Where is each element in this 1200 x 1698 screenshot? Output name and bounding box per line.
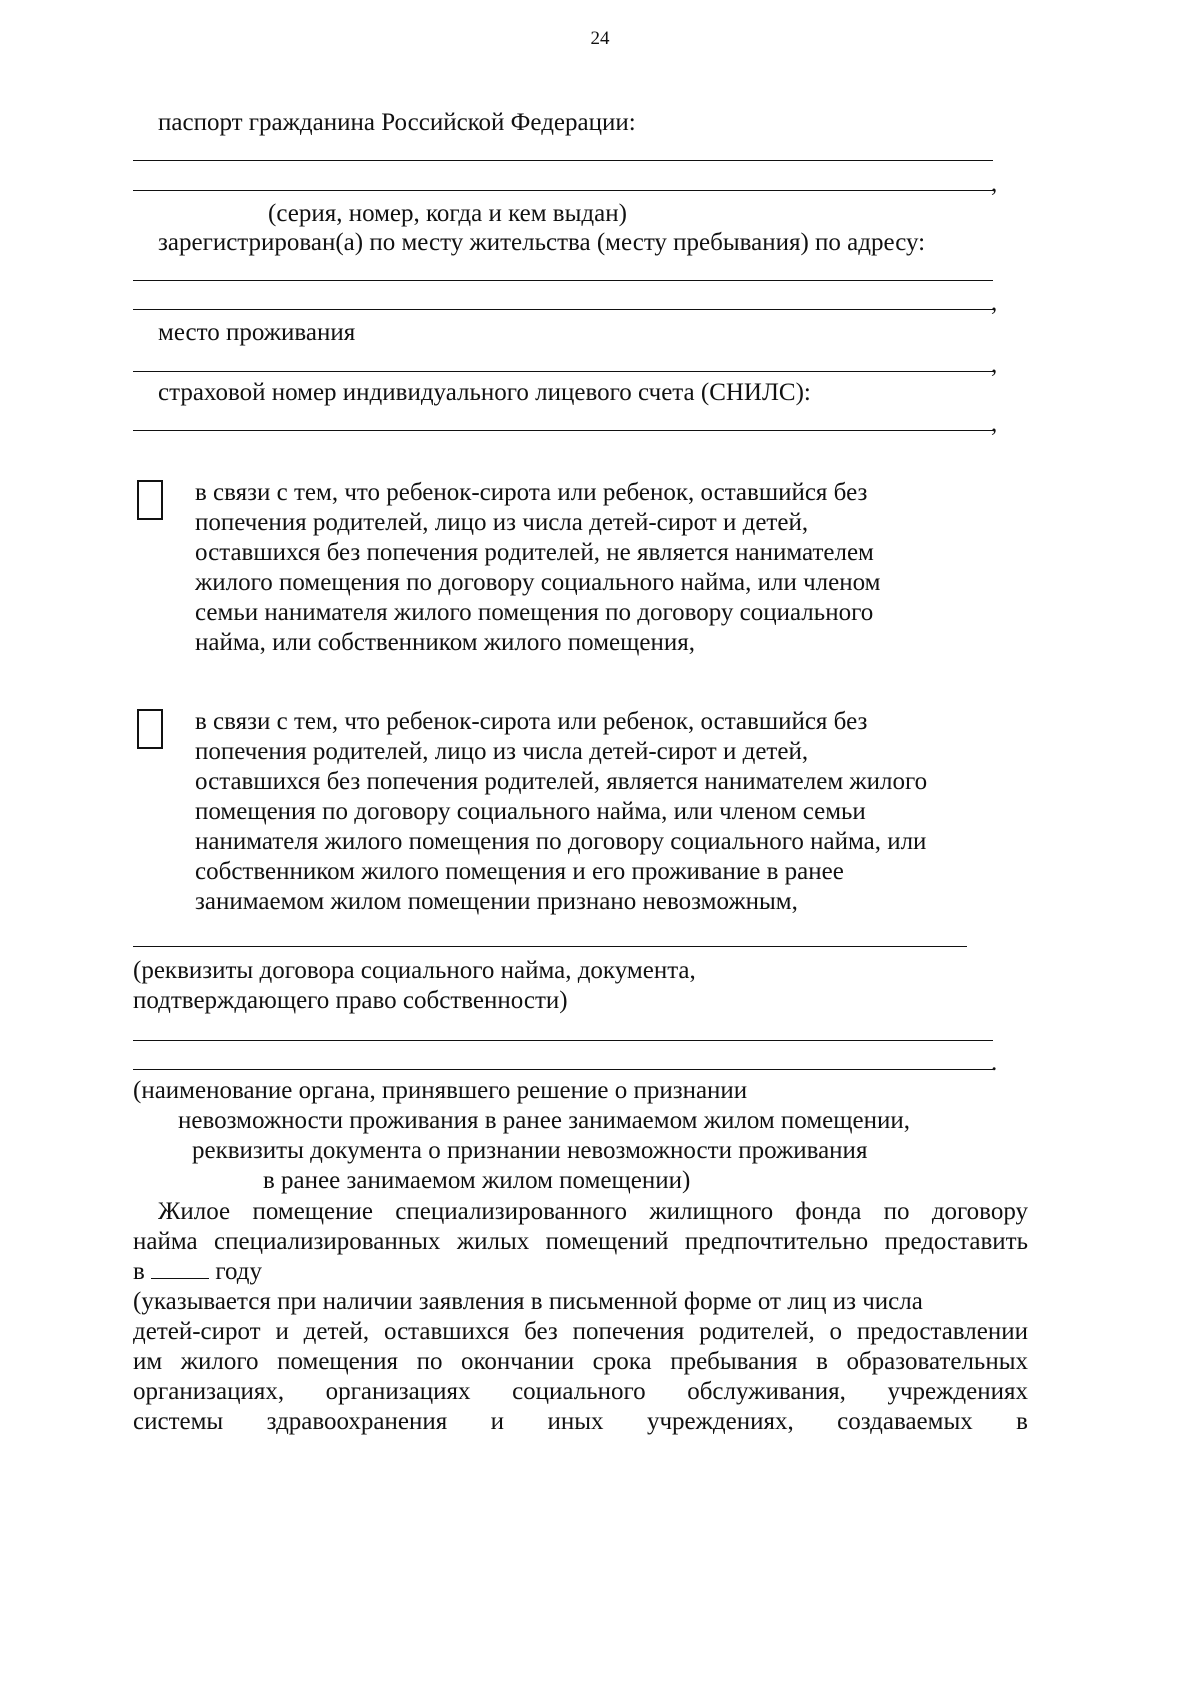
option-2-line-4: помещения по договору социального найма, или членом семьи <box>195 798 866 825</box>
authority-caption-line-2: невозможности проживания в ранее занимаемом жилом помещении, <box>178 1107 910 1134</box>
housing-para-line-1: Жилое помещение специализированного жилищного фонда по договору <box>158 1198 1028 1225</box>
requisites-caption-line-2: подтверждающего право собственности) <box>133 987 568 1014</box>
housing-year-suffix: году <box>215 1258 262 1285</box>
passport-label: паспорт гражданина Российской Федерации: <box>158 109 636 136</box>
snils-label: страховой номер индивидуального лицевого счета (СНИЛС): <box>158 379 811 406</box>
option-1-line-5: семьи нанимателя жилого помещения по договору социального <box>195 599 874 626</box>
option-1-line-3: оставшихся без попечения родителей, не является нанимателем <box>195 539 874 566</box>
option-2-line-2: попечения родителей, лицо из числа детей-сирот и детей, <box>195 738 809 765</box>
note-line-3: им жилого помещения по окончании срока пребывания в образовательных <box>133 1348 1028 1375</box>
passport-caption: (серия, номер, когда и кем выдан) <box>268 200 627 227</box>
option-1-line-4: жилого помещения по договору социального найма, или членом <box>195 569 881 596</box>
authority-caption-line-1: (наименование органа, принявшего решение о признании <box>133 1077 748 1104</box>
passport-line-2 <box>133 190 993 191</box>
option-1-checkbox[interactable] <box>137 480 163 520</box>
registered-label: зарегистрирован(а) по месту жительства (месту пребывания) по адресу: <box>158 229 926 256</box>
authority-period: . <box>991 1049 998 1076</box>
option-2-line-5: нанимателя жилого помещения по договору социального найма, или <box>195 828 927 855</box>
housing-year-line <box>133 1256 262 1288</box>
option-2-line-3: оставшихся без попечения родителей, является нанимателем жилого <box>195 768 928 795</box>
residence-line <box>133 371 993 372</box>
option-1-line-1: в связи с тем, что ребенок-сирота или ребенок, оставшийся без <box>195 479 868 506</box>
residence-comma: , <box>991 351 998 378</box>
page-number: 24 <box>590 28 610 49</box>
registered-comma: , <box>991 289 998 316</box>
registered-line-1 <box>133 280 993 281</box>
registered-line-2 <box>133 309 993 310</box>
note-line-5: системы здравоохранения и иных учреждениях, создаваемых в <box>133 1408 1028 1435</box>
residence-label: место проживания <box>158 319 356 346</box>
year-blank-field[interactable] <box>151 1258 209 1279</box>
snils-comma: , <box>991 410 998 437</box>
snils-line <box>133 430 993 431</box>
option-2-line-6: собственником жилого помещения и его проживание в ранее <box>195 858 844 885</box>
note-line-1: (указывается при наличии заявления в письменной форме от лиц из числа <box>133 1288 923 1315</box>
option-1-line-2: попечения родителей, лицо из числа детей-сирот и детей, <box>195 509 809 536</box>
requisites-line <box>133 946 967 947</box>
authority-line-2 <box>133 1069 993 1070</box>
passport-line-1 <box>133 160 993 161</box>
option-2-line-1: в связи с тем, что ребенок-сирота или ребенок, оставшийся без <box>195 708 868 735</box>
housing-year-prefix: в <box>133 1258 145 1285</box>
option-2-line-7: занимаемом жилом помещении признано невозможным, <box>195 888 798 915</box>
housing-para-line-2: найма специализированных жилых помещений предпочтительно предоставить <box>133 1228 1028 1255</box>
note-line-4: организациях, организациях социального обслуживания, учреждениях <box>133 1378 1028 1405</box>
authority-caption-line-3: реквизиты документа о признании невозможности проживания <box>192 1137 868 1164</box>
authority-caption-line-4: в ранее занимаемом жилом помещении) <box>263 1167 691 1194</box>
passport-comma: , <box>991 170 998 197</box>
requisites-caption-line-1: (реквизиты договора социального найма, документа, <box>133 957 696 984</box>
option-1-line-6: найма, или собственником жилого помещения, <box>195 629 695 656</box>
authority-line-1 <box>133 1040 993 1041</box>
option-2-checkbox[interactable] <box>137 709 163 749</box>
note-line-2: детей-сирот и детей, оставшихся без попечения родителей, о предоставлении <box>133 1318 1028 1345</box>
